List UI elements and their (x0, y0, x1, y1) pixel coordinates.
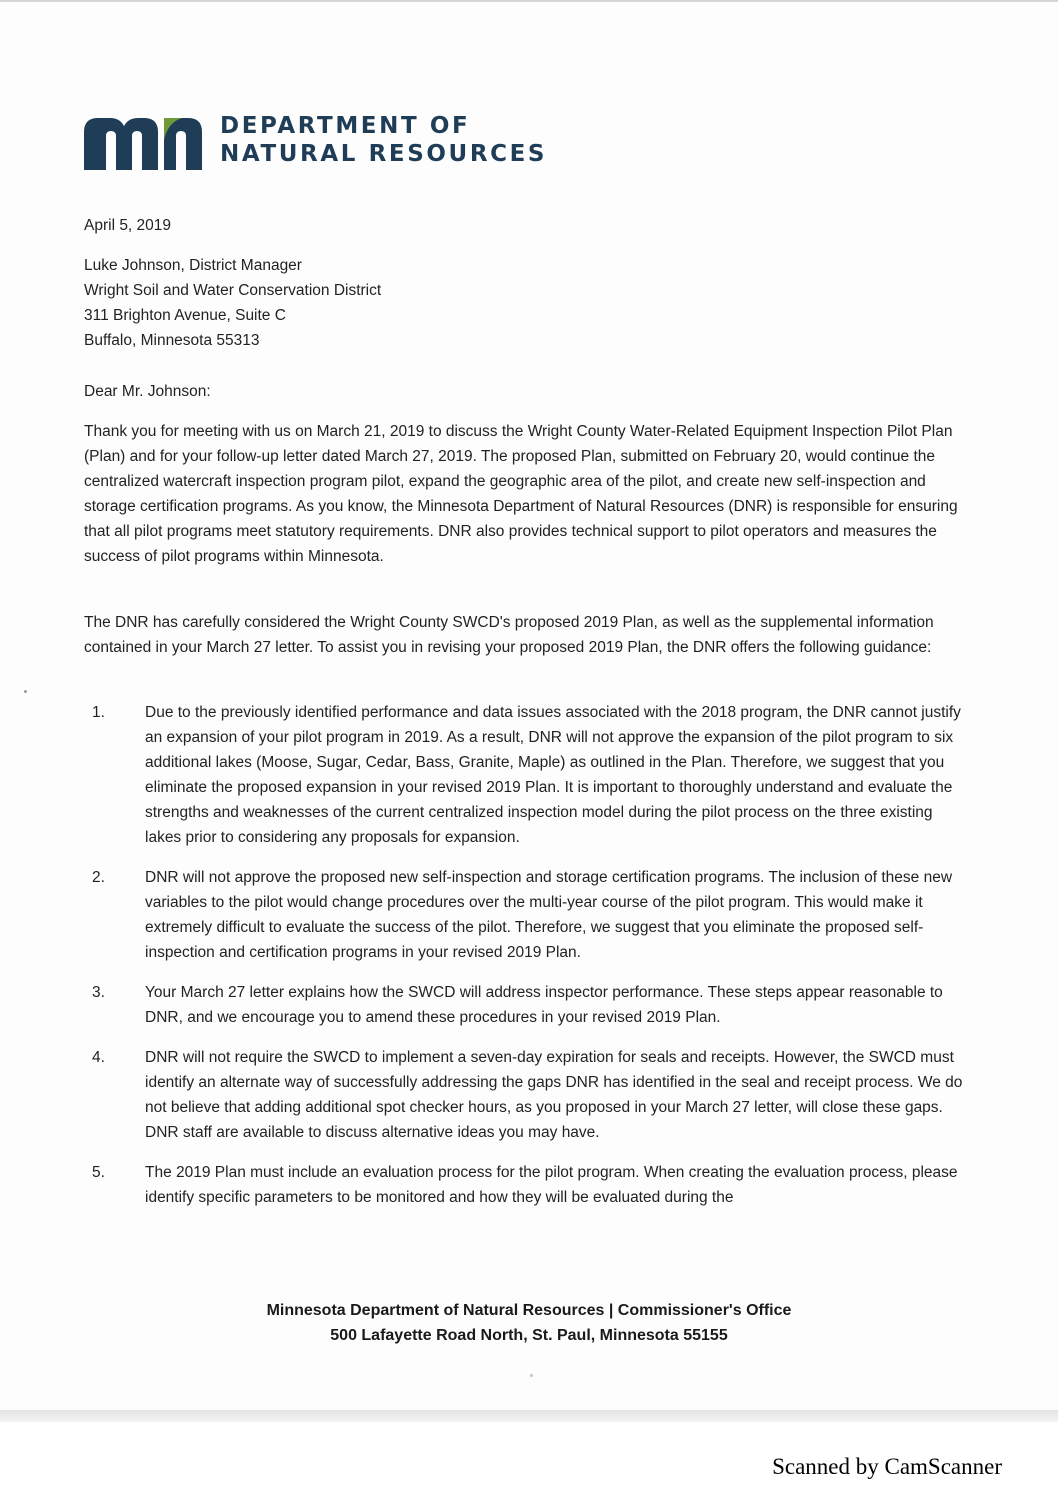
guidance-number: 1. (92, 704, 105, 721)
scan-edge-shadow (0, 1410, 1058, 1422)
recipient-address (84, 253, 381, 353)
letter-date: April 5, 2019 (84, 217, 172, 234)
scan-speck (24, 690, 27, 693)
recipient-organization: Wright Soil and Water Conservation District (84, 282, 382, 299)
guidance-text: Your March 27 letter explains how the SWCD will address inspector performance. These steps appear reasonable to DNR, and we encourage you to amend these procedures in your revised 2019 Plan. (145, 984, 943, 1026)
guidance-item (92, 1045, 972, 1145)
guidance-text: The 2019 Plan must include an evaluation process for the pilot program. When creating the evaluation process, please identify specific parameters to be monitored and how they will be evaluated during the (145, 1164, 958, 1206)
guidance-item (92, 865, 972, 965)
recipient-street: 311 Brighton Avenue, Suite C (84, 307, 286, 324)
guidance-item (92, 980, 972, 1030)
guidance-item (92, 1160, 972, 1210)
guidance-text: DNR will not approve the proposed new self-inspection and storage certification programs. The inclusion of these new variables to the pilot would change procedures over the multi-year course of the pilot program. This would make it extremely difficult to evaluate the success of the pilot. Therefore, we suggest that you eliminate the proposed self-inspection and certification programs in your revised 2019 Plan. (145, 869, 953, 961)
footer-office: Minnesota Department of Natural Resources | Commissioner's Office (266, 1302, 792, 1319)
guidance-number: 4. (92, 1049, 105, 1066)
recipient-name: Luke Johnson, District Manager (84, 257, 302, 274)
guidance-number: 2. (92, 869, 105, 886)
guidance-list (92, 700, 972, 1225)
salutation: Dear Mr. Johnson: (84, 383, 211, 400)
guidance-item (92, 700, 972, 850)
recipient-city: Buffalo, Minnesota 55313 (84, 332, 260, 349)
guidance-number: 5. (92, 1164, 105, 1181)
camscanner-watermark: Scanned by CamScanner (772, 1454, 1002, 1479)
footer-address: 500 Lafayette Road North, St. Paul, Minnesota 55155 (330, 1327, 728, 1344)
dnr-logo (84, 112, 584, 172)
scan-speck (530, 1374, 533, 1377)
letterhead-title (220, 112, 547, 168)
guidance-intro-paragraph: The DNR has carefully considered the Wright County SWCD's proposed 2019 Plan, as well as the supplemental information contained in your March 27 letter. To assist you in revising your proposed 2019 Plan, the DNR offers the following guidance: (84, 614, 934, 656)
intro-paragraph: Thank you for meeting with us on March 21, 2019 to discuss the Wright County Water-Related Equipment Inspection Pilot Plan (Plan) and for your follow-up letter dated March 27, 2019. The proposed Plan, submitted on February 20, would continue the centralized watercraft inspection program pilot, expand the geographic area of the pilot, and create new self-inspection and storage certification programs. As you know, the Minnesota Department of Natural Resources (DNR) is responsible for ensuring that all pilot programs meet statutory requirements. DNR also provides technical support to pilot operators and measures the success of pilot programs within Minnesota. (84, 423, 958, 565)
guidance-text: Due to the previously identified performance and data issues associated with the 2018 program, the DNR cannot justify an expansion of your pilot program in 2019. As a result, DNR will not approve the expansion of the pilot program to six additional lakes (Moose, Sugar, Cedar, Bass, Granite, Maple) as outlined in the Plan. Therefore, we suggest that you eliminate the proposed expansion in your revised 2019 Plan. It is important to thoroughly understand and evaluate the strengths and weaknesses of the current centralized inspection model during the pilot process on the three existing lakes prior to considering any proposals for expansion. (145, 704, 961, 846)
mn-logo-icon (84, 118, 202, 170)
letterhead-line-1: DEPARTMENT OF (220, 113, 471, 139)
letter-footer (0, 1298, 1058, 1348)
guidance-text: DNR will not require the SWCD to implement a seven-day expiration for seals and receipts. However, the SWCD must identify an alternate way of successfully addressing the gaps DNR has identified in the seal and receipt process. We do not believe that adding additional spot checker hours, as you proposed in your March 27 letter, will close these gaps. DNR staff are available to discuss alternative ideas you may have. (145, 1049, 963, 1141)
letterhead-line-2: NATURAL RESOURCES (220, 141, 548, 167)
guidance-number: 3. (92, 984, 105, 1001)
